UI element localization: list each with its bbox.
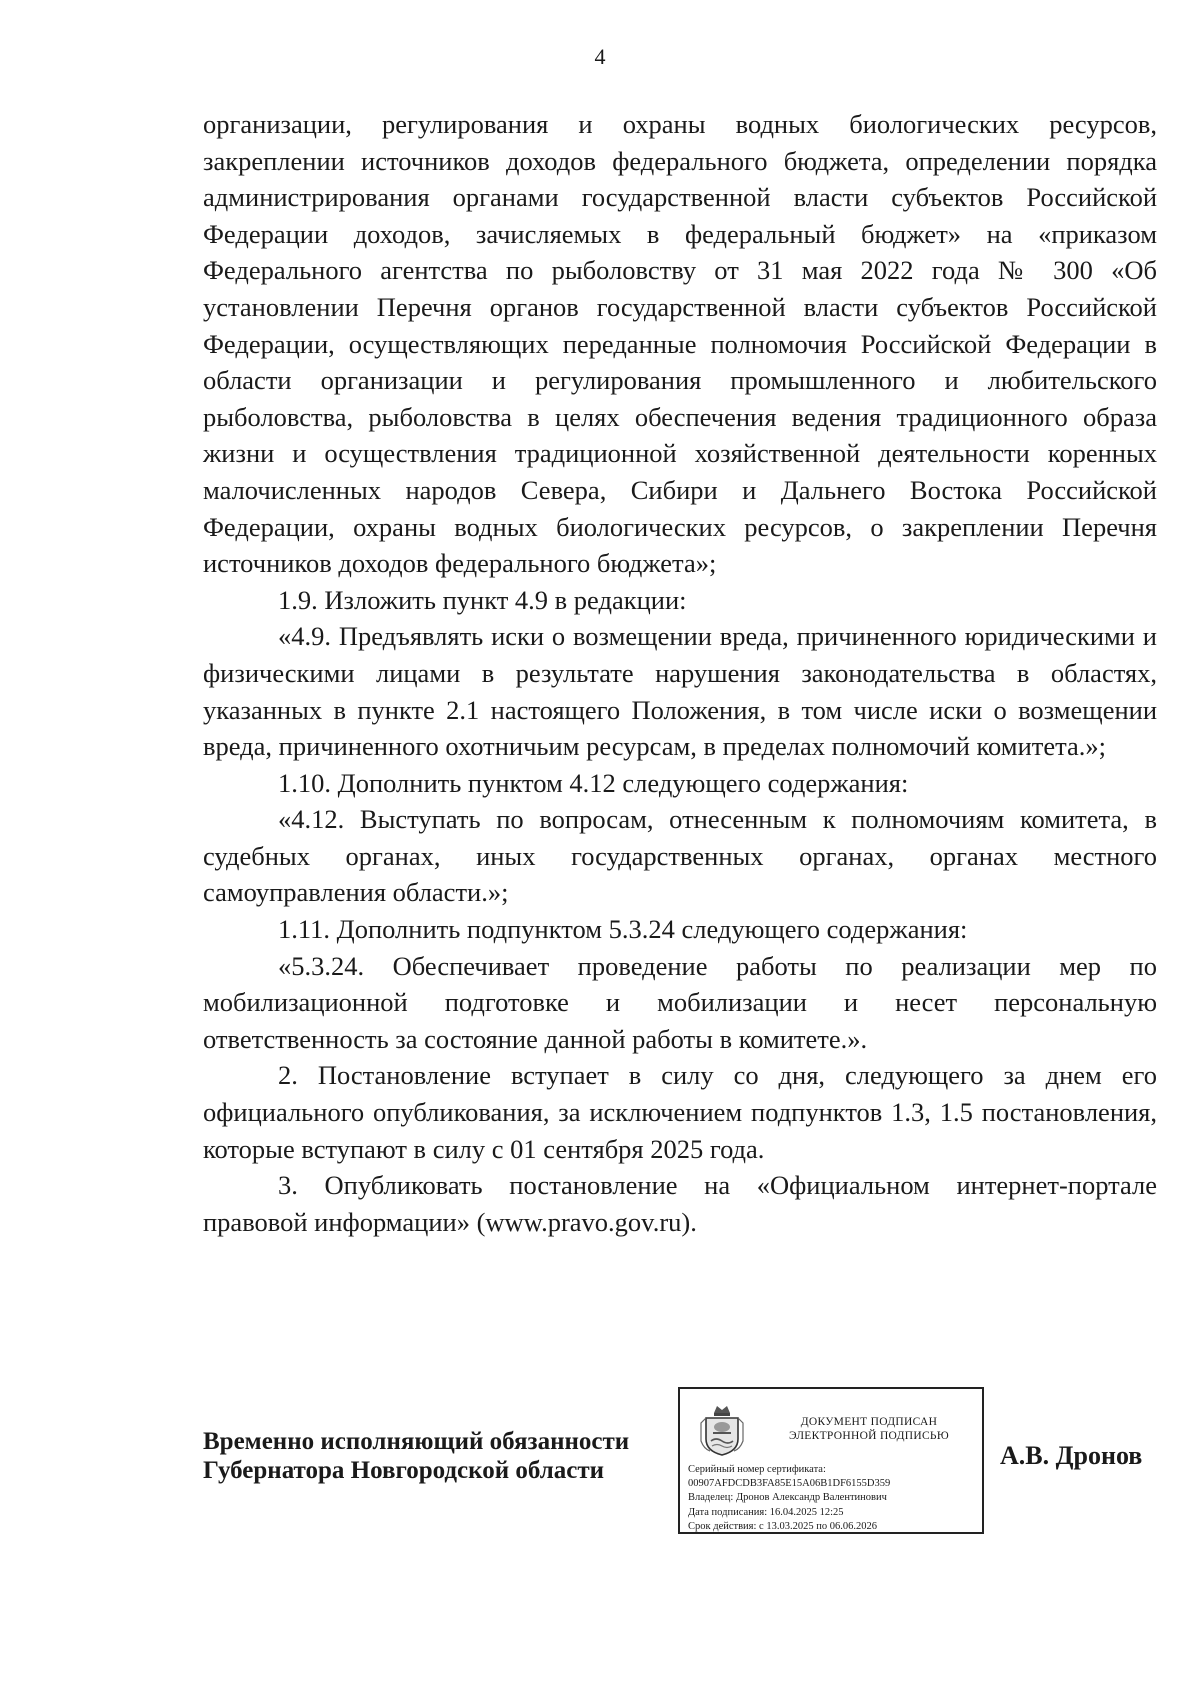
paragraph-quote-4-12: «4.12. Выступать по вопросам, отнесенным к полномочиям комитета, в судебных органах, иных государственных органах, органах местного самоуправления области.»;	[203, 804, 1157, 908]
stamp-header-line-1: ДОКУМЕНТ ПОДПИСАН	[800, 1416, 938, 1428]
stamp-header-line-2: ЭЛЕКТРОННОЙ ПОДПИСЬЮ	[789, 1430, 949, 1442]
signer-title-line-1: Временно исполняющий обязанности	[203, 1428, 630, 1455]
paragraph-item-1-9: 1.9. Изложить пункт 4.9 в редакции:	[278, 584, 687, 615]
signature-block	[0, 1387, 1200, 1557]
paragraph-clause-3: 3. Опубликовать постановление на «Официальном интернет-портале правовой информации» (www.pravo.gov.ru).	[203, 1170, 1157, 1237]
stamp-owner: Владелец: Дронов Александр Валентинович	[688, 1492, 887, 1504]
stamp-serial-value: 00907AFDCDB3FA85E15A06B1DF6155D359	[688, 1478, 891, 1490]
document-body	[203, 106, 1157, 1240]
paragraph-item-1-10: 1.10. Дополнить пунктом 4.12 следующего содержания:	[278, 767, 909, 798]
paragraph-continuation: организации, регулирования и охраны водных биологических ресурсов, закреплении источников доходов федерального бюджета, определении порядка администрирования органами государственной власти субъектов Российской Федерации доходов, зачисляемых в федеральный бюджет» на «приказом Федерального агентства по рыболовству от 31 мая 2022 года № 300 «Об установлении Перечня органов государственной власти субъектов Российской Федерации, осуществляющих переданные полномочия Российской Федерации в области организации и регулирования промышленного и любительского рыболовства, рыболовства в целях обеспечения ведения традиционного образа жизни и осуществления традиционной хозяйственной деятельности коренных малочисленных народов Севера, Сибири и Дальнего Востока Российской Федерации, охраны водных биологических ресурсов, о закреплении Перечня источников доходов федерального бюджета»;	[203, 109, 1157, 579]
stamp-header	[764, 1415, 974, 1443]
stamp-signed-date: Дата подписания: 16.04.2025 12:25	[688, 1506, 844, 1518]
stamp-details	[688, 1463, 982, 1534]
signer-name: А.В. Дронов	[1000, 1441, 1143, 1470]
paragraph-item-1-11: 1.11. Дополнить подпунктом 5.3.24 следующего содержания:	[278, 914, 968, 945]
signer-title-line-2: Губернатора Новгородской области	[203, 1457, 605, 1484]
paragraph-quote-4-9: «4.9. Предъявлять иски о возмещении вреда, причиненного юридическими и физическими лицами в результате нарушения законодательства в областях, указанных в пункте 2.1 настоящего Положения, в том числе иски о возмещении вреда, причиненного охотничьим ресурсам, в пределах полномочий комитета.»;	[203, 621, 1157, 762]
stamp-serial-label: Серийный номер сертификата:	[688, 1464, 826, 1475]
stamp-validity: Срок действия: с 13.03.2025 по 06.06.2026	[688, 1520, 877, 1532]
novgorod-coat-of-arms-icon	[696, 1401, 748, 1457]
paragraph-clause-2: 2. Постановление вступает в силу со дня, следующего за днем его официального опубликования, за исключением подпунктов 1.3, 1.5 постановления, которые вступают в силу с 01 сентября 2025 года.	[203, 1060, 1157, 1164]
paragraph-quote-5-3-24: «5.3.24. Обеспечивает проведение работы по реализации мер по мобилизационной подготовке и мобилизации и несет персональную ответственность за состояние данной работы в комитете.».	[203, 950, 1157, 1054]
signer-title	[203, 1427, 673, 1485]
electronic-signature-stamp	[678, 1387, 984, 1534]
page-number: 4	[594, 44, 606, 69]
